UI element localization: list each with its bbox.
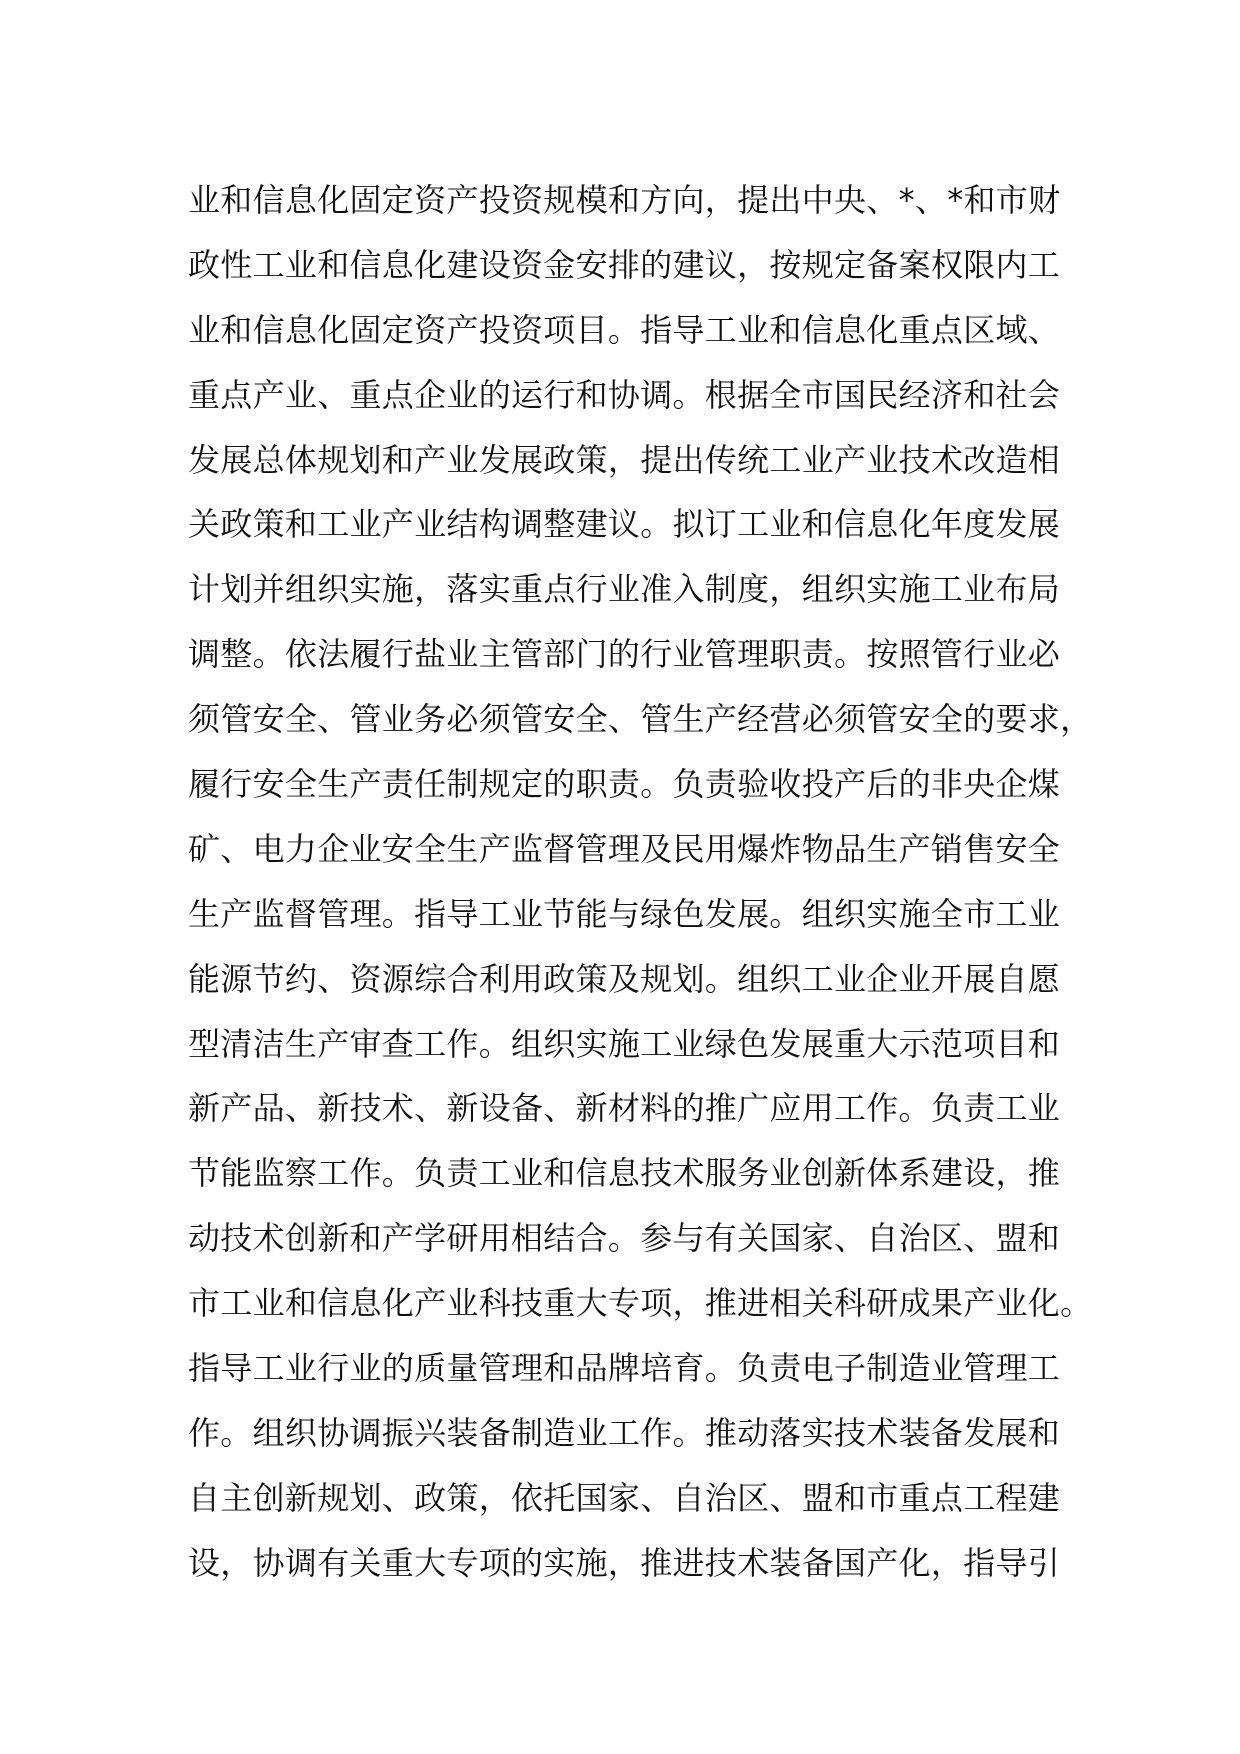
text-line: 设，协调有关重大专项的实施，推进技术装备国产化，指导引 xyxy=(188,1543,1061,1582)
text-line: 自主创新规划、政策，依托国家、自治区、盟和市重点工程建 xyxy=(188,1478,1061,1517)
text-line: 计划并组织实施，落实重点行业准入制度，组织实施工业布局 xyxy=(188,570,1061,609)
text-line: 政性工业和信息化建设资金安排的建议，按规定备案权限内工 xyxy=(188,245,1061,284)
text-line: 重点产业、重点企业的运行和协调。根据全市国民经济和社会 xyxy=(188,375,1061,414)
text-line: 矿、电力企业安全生产监督管理及民用爆炸物品生产销售安全 xyxy=(188,829,1061,868)
text-line: 能源节约、资源综合利用政策及规划。组织工业企业开展自愿 xyxy=(188,959,1061,998)
text-line: 履行安全生产责任制规定的职责。负责验收投产后的非央企煤 xyxy=(188,765,1061,804)
text-line: 发展总体规划和产业发展政策，提出传统工业产业技术改造相 xyxy=(188,440,1061,479)
text-line: 市工业和信息化产业科技重大专项，推进相关科研成果产业化。 xyxy=(188,1284,1093,1323)
text-line: 节能监察工作。负责工业和信息技术服务业创新体系建设，推 xyxy=(188,1154,1061,1193)
text-line: 业和信息化固定资产投资规模和方向，提出中央、*、*和市财 xyxy=(188,181,1061,219)
text-line: 动技术创新和产学研用相结合。参与有关国家、自治区、盟和 xyxy=(188,1219,1061,1258)
text-line: 型清洁生产审查工作。组织实施工业绿色发展重大示范项目和 xyxy=(188,1024,1061,1063)
text-line: 业和信息化固定资产投资项目。指导工业和信息化重点区域、 xyxy=(188,310,1061,349)
text-line: 指导工业行业的质量管理和品牌培育。负责电子制造业管理工 xyxy=(188,1349,1061,1388)
text-line: 关政策和工业产业结构调整建议。拟订工业和信息化年度发展 xyxy=(188,505,1061,544)
text-line: 新产品、新技术、新设备、新材料的推广应用工作。负责工业 xyxy=(188,1089,1061,1128)
text-line: 调整。依法履行盐业主管部门的行业管理职责。按照管行业必 xyxy=(188,635,1061,674)
text-line: 生产监督管理。指导工业节能与绿色发展。组织实施全市工业 xyxy=(188,894,1061,933)
body-paragraph xyxy=(188,168,1093,1596)
text-line: 须管安全、管业务必须管安全、管生产经营必须管安全的要求， xyxy=(188,700,1093,739)
text-line: 作。组织协调振兴装备制造业工作。推动落实技术装备发展和 xyxy=(188,1413,1061,1452)
